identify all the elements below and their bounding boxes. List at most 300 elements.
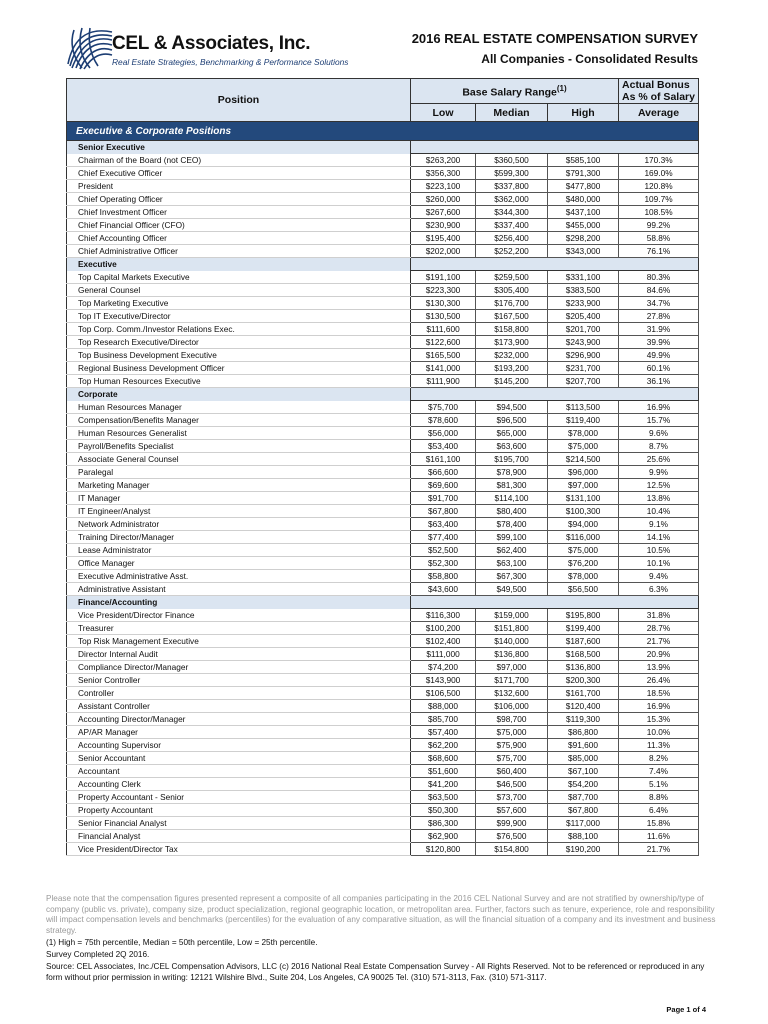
median-cell: $67,300	[476, 570, 548, 583]
position-cell: Compliance Director/Manager	[67, 661, 411, 674]
average-cell: 49.9%	[619, 349, 699, 362]
low-cell: $141,000	[411, 362, 476, 375]
low-cell: $58,800	[411, 570, 476, 583]
median-cell: $81,300	[476, 479, 548, 492]
average-cell: 120.8%	[619, 180, 699, 193]
median-cell: $62,400	[476, 544, 548, 557]
position-cell: Vice President/Director Tax	[67, 843, 411, 856]
table-row	[67, 219, 699, 232]
median-cell: $136,800	[476, 648, 548, 661]
low-cell: $111,900	[411, 375, 476, 388]
low-cell: $195,400	[411, 232, 476, 245]
average-cell: 11.6%	[619, 830, 699, 843]
low-cell: $67,800	[411, 505, 476, 518]
average-cell: 34.7%	[619, 297, 699, 310]
group-spacer	[411, 141, 699, 154]
table-row	[67, 687, 699, 700]
average-cell: 10.5%	[619, 544, 699, 557]
position-cell: Senior Controller	[67, 674, 411, 687]
median-cell: $145,200	[476, 375, 548, 388]
median-cell: $140,000	[476, 635, 548, 648]
position-cell: Chief Accounting Officer	[67, 232, 411, 245]
position-cell: Human Resources Manager	[67, 401, 411, 414]
median-cell: $171,700	[476, 674, 548, 687]
median-cell: $599,300	[476, 167, 548, 180]
low-cell: $223,300	[411, 284, 476, 297]
group-header	[67, 258, 699, 271]
average-cell: 31.9%	[619, 323, 699, 336]
low-cell: $116,300	[411, 609, 476, 622]
average-cell: 9.1%	[619, 518, 699, 531]
group-label: Finance/Accounting	[67, 596, 411, 609]
section-header: Executive & Corporate Positions	[67, 122, 699, 141]
average-cell: 5.1%	[619, 778, 699, 791]
average-cell: 9.6%	[619, 427, 699, 440]
median-cell: $97,000	[476, 661, 548, 674]
low-cell: $202,000	[411, 245, 476, 258]
low-cell: $68,600	[411, 752, 476, 765]
average-cell: 170.3%	[619, 154, 699, 167]
high-cell: $76,200	[548, 557, 619, 570]
average-cell: 39.9%	[619, 336, 699, 349]
low-cell: $100,200	[411, 622, 476, 635]
high-cell: $437,100	[548, 206, 619, 219]
table-row	[67, 193, 699, 206]
high-cell: $207,700	[548, 375, 619, 388]
high-cell: $161,700	[548, 687, 619, 700]
high-cell: $455,000	[548, 219, 619, 232]
median-cell: $193,200	[476, 362, 548, 375]
average-cell: 31.8%	[619, 609, 699, 622]
position-cell: President	[67, 180, 411, 193]
position-header: Position	[67, 79, 411, 122]
high-cell: $200,300	[548, 674, 619, 687]
average-cell: 108.5%	[619, 206, 699, 219]
table-row	[67, 323, 699, 336]
average-cell: 99.2%	[619, 219, 699, 232]
average-cell: 20.9%	[619, 648, 699, 661]
position-cell: Top Risk Management Executive	[67, 635, 411, 648]
table-row	[67, 765, 699, 778]
bonus-header: Actual Bonus As % of Salary	[619, 79, 699, 104]
table-row	[67, 817, 699, 830]
high-cell: $120,400	[548, 700, 619, 713]
table-row	[67, 206, 699, 219]
table-row	[67, 622, 699, 635]
median-cell: $159,000	[476, 609, 548, 622]
high-cell: $67,800	[548, 804, 619, 817]
low-header: Low	[411, 104, 476, 122]
high-cell: $85,000	[548, 752, 619, 765]
high-header: High	[548, 104, 619, 122]
disclaimer-note: Please note that the compensation figures presented represent a composite of all companies participating in the 2016 CEL National Survey and are not stratified by ownership/type of company (public vs. private), company size, product specialization, regional geographic location, or metropolitan area. Further, factors such as tenure, experience, role and responsibility will impact compensation levels and benchmarks (percentiles) for the evaluation of any comparative situation, as will the financial situation of a company and its investment and business strategy.	[46, 894, 716, 935]
low-cell: $130,300	[411, 297, 476, 310]
median-cell: $158,800	[476, 323, 548, 336]
table-row	[67, 830, 699, 843]
median-cell: $98,700	[476, 713, 548, 726]
median-cell: $305,400	[476, 284, 548, 297]
group-header	[67, 596, 699, 609]
low-cell: $62,900	[411, 830, 476, 843]
table-row	[67, 583, 699, 596]
high-cell: $75,000	[548, 440, 619, 453]
low-cell: $191,100	[411, 271, 476, 284]
average-cell: 15.8%	[619, 817, 699, 830]
table-row	[67, 414, 699, 427]
position-cell: Accounting Clerk	[67, 778, 411, 791]
position-cell: Marketing Manager	[67, 479, 411, 492]
low-cell: $52,500	[411, 544, 476, 557]
median-cell: $256,400	[476, 232, 548, 245]
position-cell: Top Business Development Executive	[67, 349, 411, 362]
table-row	[67, 401, 699, 414]
median-cell: $344,300	[476, 206, 548, 219]
average-cell: 26.4%	[619, 674, 699, 687]
position-cell: IT Manager	[67, 492, 411, 505]
high-cell: $131,100	[548, 492, 619, 505]
average-cell: 84.6%	[619, 284, 699, 297]
position-cell: Administrative Assistant	[67, 583, 411, 596]
high-cell: $117,000	[548, 817, 619, 830]
low-cell: $260,000	[411, 193, 476, 206]
table-row	[67, 271, 699, 284]
median-cell: $75,000	[476, 726, 548, 739]
high-cell: $187,600	[548, 635, 619, 648]
high-cell: $56,500	[548, 583, 619, 596]
source-note: Source: CEL Associates, Inc./CEL Compensation Advisors, LLC (c) 2016 National Real Estate Compensation Survey - All Rights Reserved. Not to be referenced or reproduced in any form without prior permission in writing: 12121 Wilshire Blvd., Suite 204, Los Angeles, CA 90025 Tel. (310) 571-3113, Fax. (310) 571-3117.	[46, 962, 705, 982]
high-cell: $201,700	[548, 323, 619, 336]
high-cell: $383,500	[548, 284, 619, 297]
median-cell: $63,600	[476, 440, 548, 453]
position-cell: Chief Administrative Officer	[67, 245, 411, 258]
position-cell: Accountant	[67, 765, 411, 778]
group-label: Corporate	[67, 388, 411, 401]
table-row	[67, 362, 699, 375]
median-cell: $78,900	[476, 466, 548, 479]
low-cell: $78,600	[411, 414, 476, 427]
median-cell: $132,600	[476, 687, 548, 700]
average-header: Average	[619, 104, 699, 122]
median-cell: $195,700	[476, 453, 548, 466]
position-cell: Training Director/Manager	[67, 531, 411, 544]
position-cell: Senior Financial Analyst	[67, 817, 411, 830]
company-tagline: Real Estate Strategies, Benchmarking & Performance Solutions	[112, 57, 349, 67]
low-cell: $111,600	[411, 323, 476, 336]
position-cell: AP/AR Manager	[67, 726, 411, 739]
average-cell: 14.1%	[619, 531, 699, 544]
table-row	[67, 310, 699, 323]
position-cell: Top Marketing Executive	[67, 297, 411, 310]
table-row	[67, 427, 699, 440]
low-cell: $69,600	[411, 479, 476, 492]
average-cell: 27.8%	[619, 310, 699, 323]
table-row	[67, 284, 699, 297]
average-cell: 15.7%	[619, 414, 699, 427]
high-cell: $113,500	[548, 401, 619, 414]
low-cell: $143,900	[411, 674, 476, 687]
position-cell: Top Corp. Comm./Investor Relations Exec.	[67, 323, 411, 336]
average-cell: 15.3%	[619, 713, 699, 726]
median-cell: $60,400	[476, 765, 548, 778]
table-row	[67, 648, 699, 661]
average-cell: 10.0%	[619, 726, 699, 739]
position-cell: Accounting Supervisor	[67, 739, 411, 752]
salary-range-header: Base Salary Range$^{(1)}$	[411, 79, 619, 104]
table-row	[67, 700, 699, 713]
position-cell: Office Manager	[67, 557, 411, 570]
median-cell: $75,900	[476, 739, 548, 752]
position-cell: IT Engineer/Analyst	[67, 505, 411, 518]
low-cell: $102,400	[411, 635, 476, 648]
high-cell: $195,800	[548, 609, 619, 622]
average-cell: 6.3%	[619, 583, 699, 596]
median-cell: $114,100	[476, 492, 548, 505]
position-cell: Top Capital Markets Executive	[67, 271, 411, 284]
table-row	[67, 739, 699, 752]
table-row	[67, 544, 699, 557]
table-row	[67, 674, 699, 687]
median-cell: $57,600	[476, 804, 548, 817]
median-cell: $96,500	[476, 414, 548, 427]
median-cell: $154,800	[476, 843, 548, 856]
high-cell: $116,000	[548, 531, 619, 544]
median-cell: $167,500	[476, 310, 548, 323]
high-cell: $585,100	[548, 154, 619, 167]
group-header	[67, 388, 699, 401]
low-cell: $230,900	[411, 219, 476, 232]
median-cell: $99,900	[476, 817, 548, 830]
low-cell: $53,400	[411, 440, 476, 453]
high-cell: $86,800	[548, 726, 619, 739]
group-spacer	[411, 388, 699, 401]
median-cell: $65,000	[476, 427, 548, 440]
average-cell: 10.1%	[619, 557, 699, 570]
table-row	[67, 297, 699, 310]
low-cell: $161,100	[411, 453, 476, 466]
median-cell: $337,400	[476, 219, 548, 232]
position-cell: Top Research Executive/Director	[67, 336, 411, 349]
table-row	[67, 726, 699, 739]
high-cell: $78,000	[548, 570, 619, 583]
globe-icon	[62, 24, 118, 72]
high-cell: $331,100	[548, 271, 619, 284]
position-cell: Executive Administrative Asst.	[67, 570, 411, 583]
table-row	[67, 791, 699, 804]
table-row	[67, 453, 699, 466]
table-row	[67, 349, 699, 362]
table-row	[67, 466, 699, 479]
position-cell: Property Accountant	[67, 804, 411, 817]
survey-completed-note: Survey Completed 2Q 2016.	[46, 950, 150, 959]
average-cell: 21.7%	[619, 843, 699, 856]
table-row	[67, 713, 699, 726]
table-row	[67, 154, 699, 167]
position-cell: Paralegal	[67, 466, 411, 479]
median-cell: $63,100	[476, 557, 548, 570]
average-cell: 13.9%	[619, 661, 699, 674]
median-cell: $176,700	[476, 297, 548, 310]
table-row	[67, 505, 699, 518]
position-cell: Chief Executive Officer	[67, 167, 411, 180]
low-cell: $50,300	[411, 804, 476, 817]
average-cell: 16.9%	[619, 401, 699, 414]
high-cell: $199,400	[548, 622, 619, 635]
low-cell: $57,400	[411, 726, 476, 739]
position-cell: Compensation/Benefits Manager	[67, 414, 411, 427]
low-cell: $62,200	[411, 739, 476, 752]
average-cell: 12.5%	[619, 479, 699, 492]
average-cell: 10.4%	[619, 505, 699, 518]
median-cell: $360,500	[476, 154, 548, 167]
high-cell: $214,500	[548, 453, 619, 466]
group-header	[67, 141, 699, 154]
high-cell: $231,700	[548, 362, 619, 375]
position-cell: Top Human Resources Executive	[67, 375, 411, 388]
high-cell: $67,100	[548, 765, 619, 778]
high-cell: $205,400	[548, 310, 619, 323]
table-row	[67, 752, 699, 765]
high-cell: $96,000	[548, 466, 619, 479]
table-row	[67, 492, 699, 505]
median-cell: $362,000	[476, 193, 548, 206]
table-row	[67, 557, 699, 570]
average-cell: 11.3%	[619, 739, 699, 752]
average-cell: 169.0%	[619, 167, 699, 180]
group-spacer	[411, 258, 699, 271]
position-cell: Accounting Director/Manager	[67, 713, 411, 726]
high-cell: $119,400	[548, 414, 619, 427]
position-cell: Network Administrator	[67, 518, 411, 531]
average-cell: 7.4%	[619, 765, 699, 778]
table-row	[67, 661, 699, 674]
low-cell: $63,500	[411, 791, 476, 804]
high-cell: $296,900	[548, 349, 619, 362]
average-cell: 18.5%	[619, 687, 699, 700]
table-row	[67, 245, 699, 258]
company-name: CEL & Associates, Inc.	[112, 33, 311, 54]
table-row	[67, 635, 699, 648]
median-cell: $80,400	[476, 505, 548, 518]
median-cell: $232,000	[476, 349, 548, 362]
position-cell: Associate General Counsel	[67, 453, 411, 466]
low-cell: $85,700	[411, 713, 476, 726]
average-cell: 58.8%	[619, 232, 699, 245]
average-cell: 80.3%	[619, 271, 699, 284]
low-cell: $122,600	[411, 336, 476, 349]
low-cell: $66,600	[411, 466, 476, 479]
page-number: Page 1 of 4	[666, 1005, 706, 1014]
average-cell: 9.9%	[619, 466, 699, 479]
survey-subtitle: All Companies - Consolidated Results	[481, 52, 698, 66]
low-cell: $56,000	[411, 427, 476, 440]
high-cell: $298,200	[548, 232, 619, 245]
table-row	[67, 180, 699, 193]
position-cell: Chief Financial Officer (CFO)	[67, 219, 411, 232]
average-cell: 8.8%	[619, 791, 699, 804]
table-row	[67, 778, 699, 791]
high-cell: $168,500	[548, 648, 619, 661]
low-cell: $88,000	[411, 700, 476, 713]
high-cell: $88,100	[548, 830, 619, 843]
position-cell: Director Internal Audit	[67, 648, 411, 661]
median-cell: $73,700	[476, 791, 548, 804]
average-cell: 109.7%	[619, 193, 699, 206]
table-row	[67, 843, 699, 856]
high-cell: $87,700	[548, 791, 619, 804]
low-cell: $74,200	[411, 661, 476, 674]
low-cell: $51,600	[411, 765, 476, 778]
percentile-note: (1) High = 75th percentile, Median = 50th percentile, Low = 25th percentile.	[46, 938, 318, 947]
high-cell: $91,600	[548, 739, 619, 752]
average-cell: 13.8%	[619, 492, 699, 505]
median-cell: $78,400	[476, 518, 548, 531]
low-cell: $77,400	[411, 531, 476, 544]
average-cell: 76.1%	[619, 245, 699, 258]
low-cell: $52,300	[411, 557, 476, 570]
low-cell: $41,200	[411, 778, 476, 791]
high-cell: $190,200	[548, 843, 619, 856]
low-cell: $120,800	[411, 843, 476, 856]
low-cell: $63,400	[411, 518, 476, 531]
table-row	[67, 531, 699, 544]
median-cell: $106,000	[476, 700, 548, 713]
median-cell: $259,500	[476, 271, 548, 284]
low-cell: $111,000	[411, 648, 476, 661]
low-cell: $223,100	[411, 180, 476, 193]
average-cell: 28.7%	[619, 622, 699, 635]
median-cell: $76,500	[476, 830, 548, 843]
table-row	[67, 570, 699, 583]
footnote-marker: (1)	[556, 83, 567, 93]
median-cell: $151,800	[476, 622, 548, 635]
average-cell: 6.4%	[619, 804, 699, 817]
position-cell: Chairman of the Board (not CEO)	[67, 154, 411, 167]
high-cell: $75,000	[548, 544, 619, 557]
company-logo	[62, 24, 349, 72]
position-cell: Regional Business Development Officer	[67, 362, 411, 375]
group-spacer	[411, 596, 699, 609]
average-cell: 60.1%	[619, 362, 699, 375]
table-row	[67, 167, 699, 180]
low-cell: $106,500	[411, 687, 476, 700]
low-cell: $130,500	[411, 310, 476, 323]
low-cell: $43,600	[411, 583, 476, 596]
group-label: Executive	[67, 258, 411, 271]
median-cell: $252,200	[476, 245, 548, 258]
high-cell: $343,000	[548, 245, 619, 258]
table-row	[67, 804, 699, 817]
position-cell: Chief Investment Officer	[67, 206, 411, 219]
low-cell: $263,200	[411, 154, 476, 167]
median-cell: $94,500	[476, 401, 548, 414]
position-cell: Treasurer	[67, 622, 411, 635]
high-cell: $100,300	[548, 505, 619, 518]
high-cell: $97,000	[548, 479, 619, 492]
table-row	[67, 336, 699, 349]
average-cell: 21.7%	[619, 635, 699, 648]
position-cell: Lease Administrator	[67, 544, 411, 557]
median-cell: $99,100	[476, 531, 548, 544]
position-cell: Top IT Executive/Director	[67, 310, 411, 323]
position-cell: Chief Operating Officer	[67, 193, 411, 206]
high-cell: $233,900	[548, 297, 619, 310]
position-cell: General Counsel	[67, 284, 411, 297]
high-cell: $791,300	[548, 167, 619, 180]
average-cell: 8.7%	[619, 440, 699, 453]
group-label: Senior Executive	[67, 141, 411, 154]
table-row	[67, 375, 699, 388]
position-cell: Vice President/Director Finance	[67, 609, 411, 622]
